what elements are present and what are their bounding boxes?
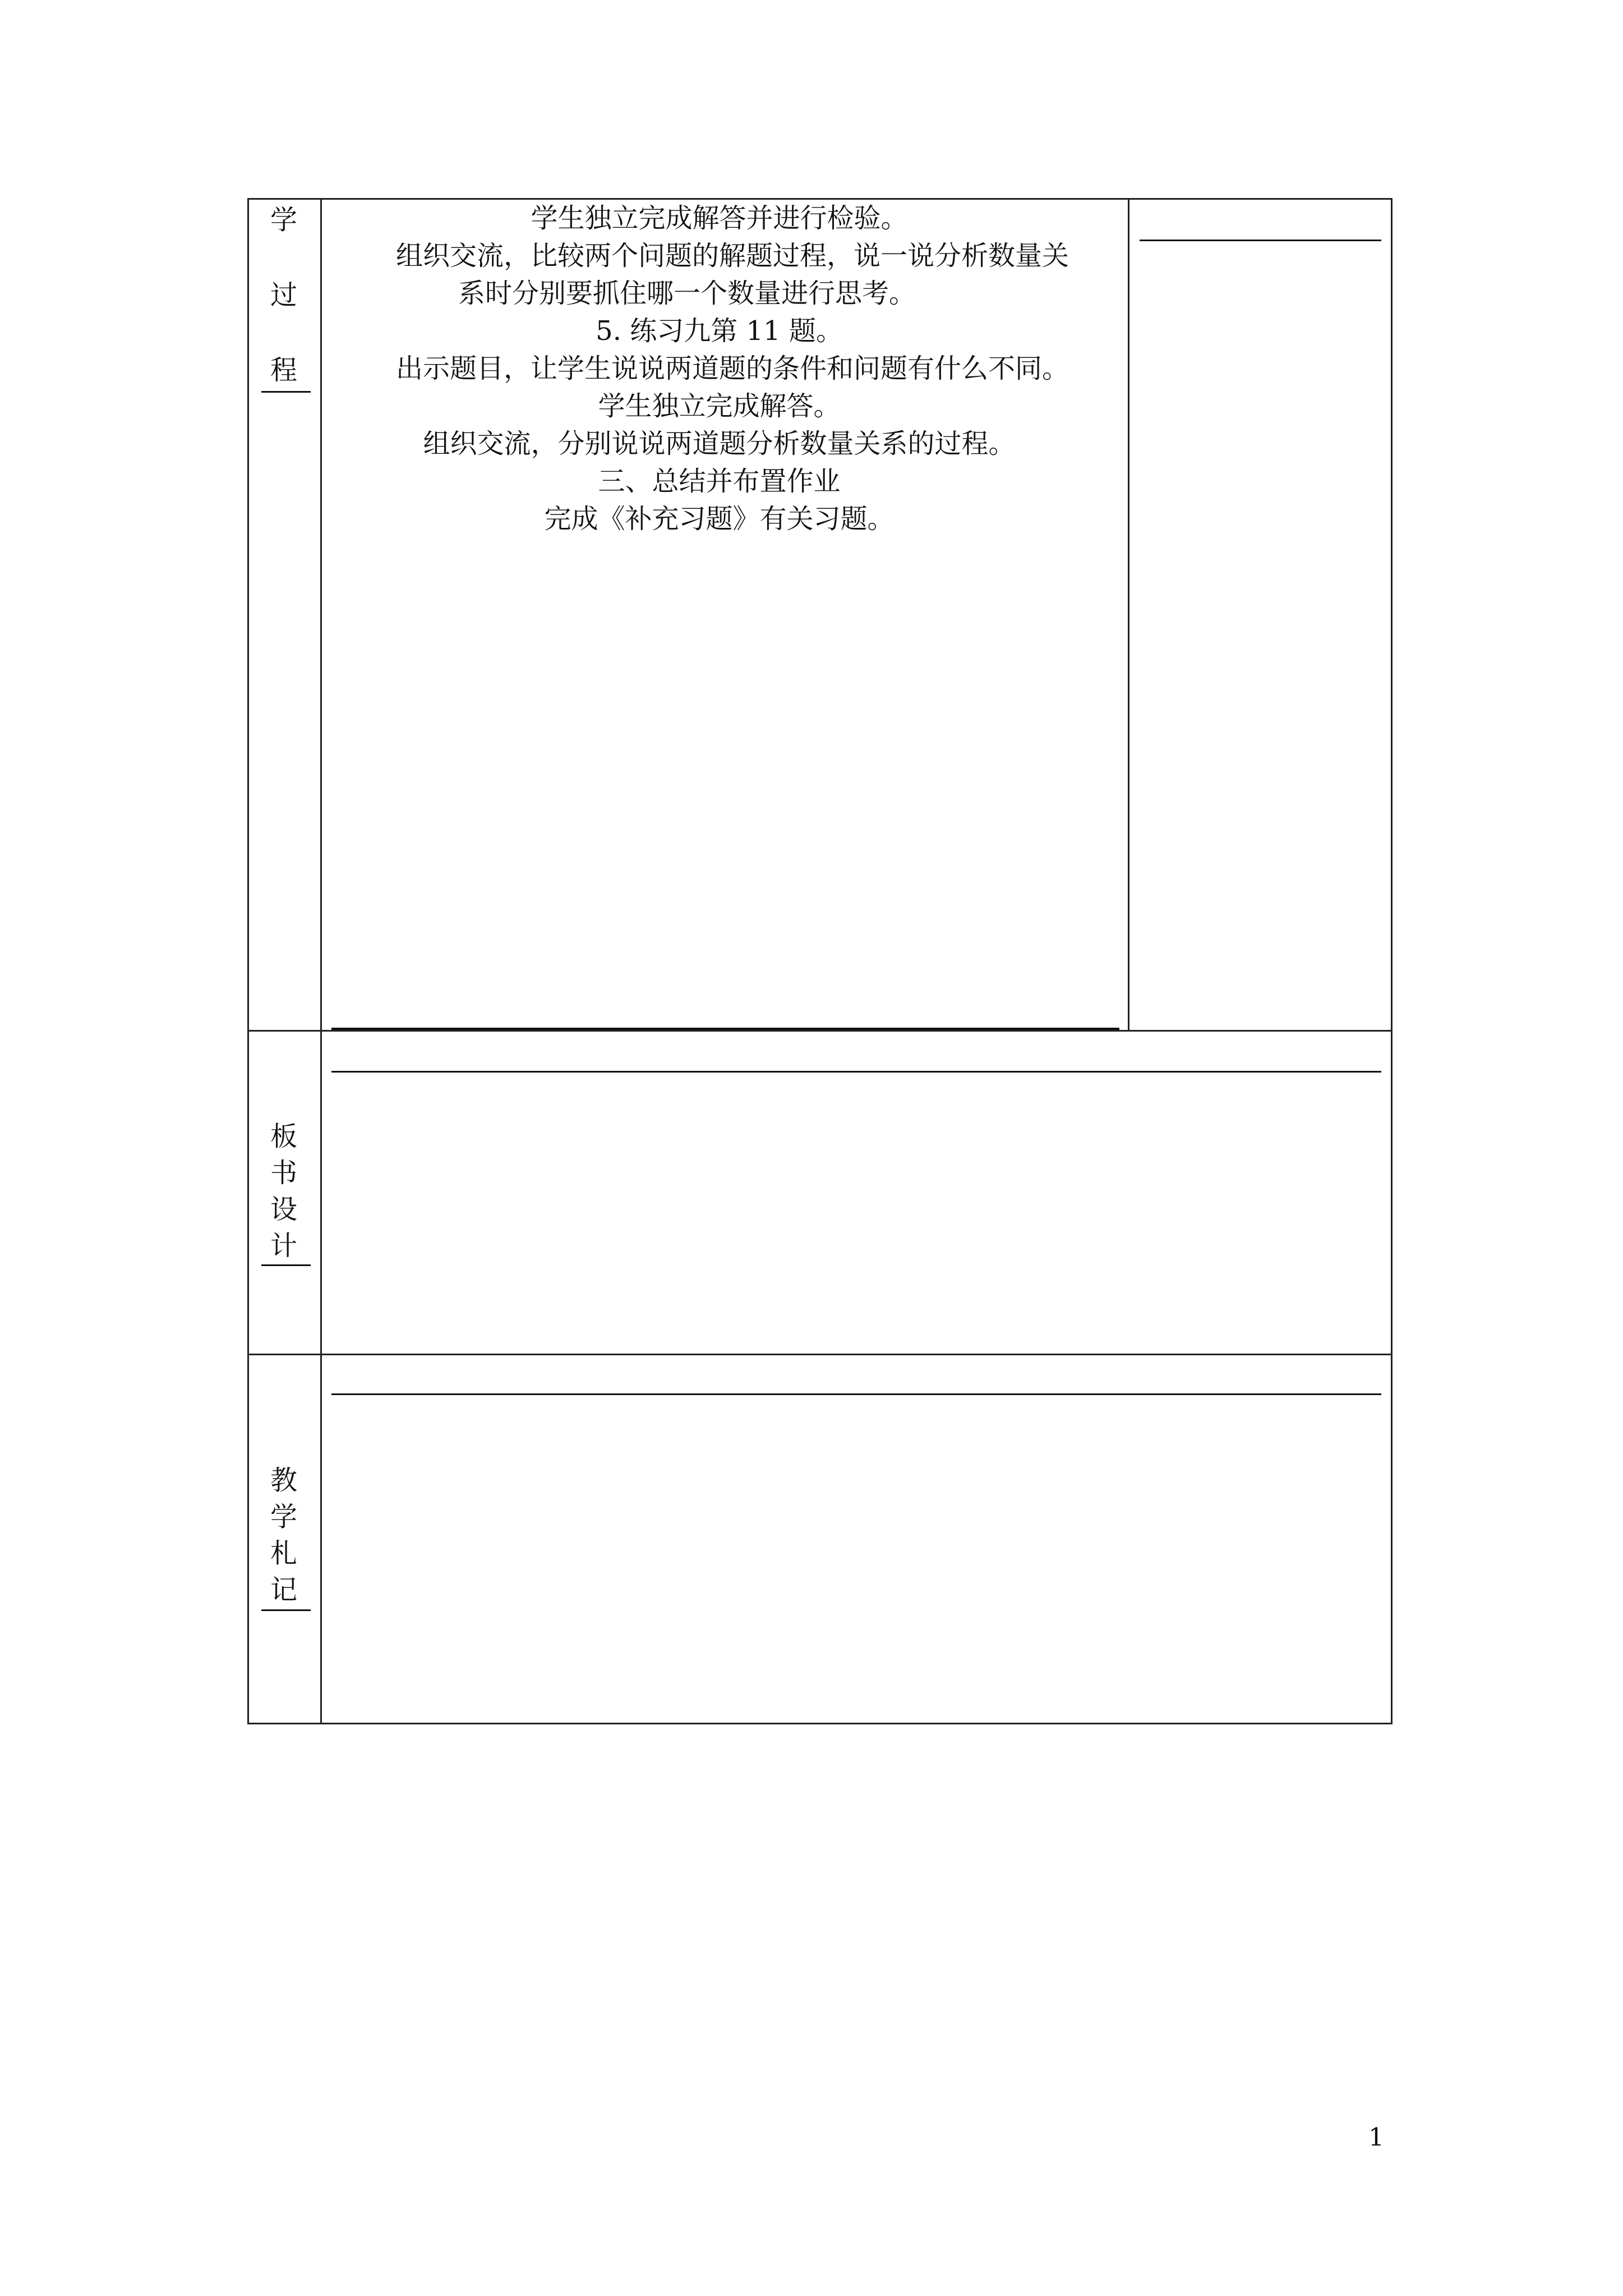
process-line-6: 学生独立完成解答。: [598, 390, 841, 422]
notes-column-rule: [1140, 240, 1381, 241]
process-line-8: 三、总结并布置作业: [598, 466, 841, 497]
process-label-char-2: 过: [270, 279, 297, 311]
process-line-3: 系时分别要抓住哪一个数量进行思考。: [458, 278, 916, 309]
label-column-divider: [320, 198, 322, 1724]
row-divider-2: [247, 1354, 1393, 1355]
board-design-label-char-1: 板: [270, 1121, 297, 1152]
teaching-notes-label-char-1: 教: [270, 1465, 297, 1496]
teaching-notes-label-underline: [261, 1609, 311, 1611]
notes-column-divider: [1128, 198, 1129, 1032]
process-line-2: 组织交流，比较两个问题的解题过程，说一说分析数量关: [396, 240, 1069, 272]
board-design-top-rule: [331, 1071, 1381, 1073]
process-line-4: 5. 练习九第 11 题。: [596, 315, 843, 347]
teaching-notes-label-char-3: 札: [270, 1538, 297, 1569]
board-design-label-char-4: 计: [270, 1230, 297, 1262]
process-line-7: 组织交流，分别说说两道题分析数量关系的过程。: [423, 428, 1016, 459]
teaching-notes-label-char-4: 记: [270, 1574, 297, 1605]
row-divider-1: [247, 1030, 1393, 1032]
process-content-bottom-rule: [331, 1028, 1119, 1030]
process-label-char-1: 学: [270, 204, 297, 236]
teaching-notes-label-char-2: 学: [270, 1501, 297, 1533]
process-label-char-3: 程: [270, 355, 297, 386]
process-line-5: 出示题目，让学生说说两道题的条件和问题有什么不同。: [396, 353, 1069, 384]
board-design-label-char-3: 设: [270, 1194, 297, 1225]
process-line-9: 完成《补充习题》有关习题。: [544, 503, 895, 535]
board-design-label-char-2: 书: [270, 1157, 297, 1189]
board-design-label-underline: [261, 1264, 311, 1266]
table-border-right: [1391, 198, 1393, 1724]
table-border-bottom: [247, 1723, 1393, 1724]
process-label-underline: [261, 391, 311, 393]
page-number: 1: [1368, 2123, 1384, 2152]
process-line-1: 学生独立完成解答并进行检验。: [531, 203, 908, 234]
teaching-notes-top-rule: [331, 1393, 1381, 1395]
